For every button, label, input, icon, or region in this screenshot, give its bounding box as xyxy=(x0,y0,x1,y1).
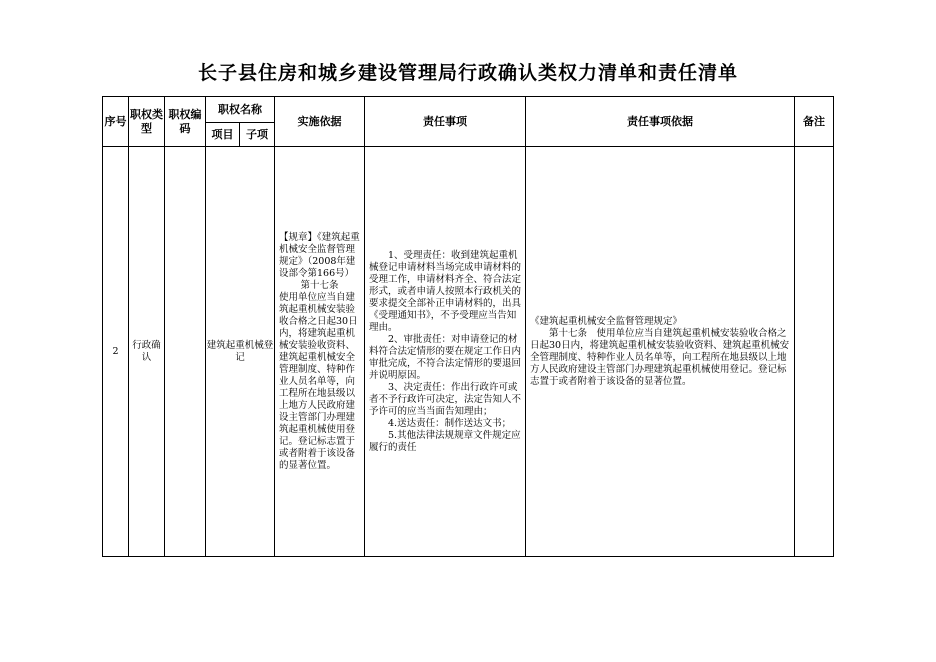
duty-item: 5.其他法律法规规章文件规定应履行的责任 xyxy=(369,429,521,453)
cell-duty xyxy=(365,147,526,557)
cell-code xyxy=(165,147,206,557)
duty-item: 3、决定责任：作出行政许可或者不予行政许可决定，法定告知人不予许可的应当当面告知理由； xyxy=(369,381,522,417)
header-basis: 实施依据 xyxy=(275,97,365,147)
basis-article: 第十七条 xyxy=(300,279,339,291)
duty-basis-title: 《建筑起重机械安全监督管理规定》 xyxy=(530,315,683,327)
cell-seq: 2 xyxy=(103,147,129,557)
header-duty-basis: 责任事项依据 xyxy=(526,97,795,147)
cell-duty-basis xyxy=(526,147,795,557)
cell-note xyxy=(795,147,834,557)
duty-item: 2、审批责任：对申请登记的材料符合法定情形的要在规定工作日内审批完成，不符合法定情形的要退回并说明原因。 xyxy=(369,333,522,381)
table-row xyxy=(103,147,834,557)
duty-item: 4.送达责任：制作送达文书； xyxy=(388,417,512,429)
duty-basis-text: 第十七条 使用单位应当自建筑起重机械安装验收合格之日起30日内，将建筑起重机械安装验收资料、建筑起重机械安全管理制度、特种作业人员名单等，向工程所在地县级以上地方人民政府建设主管部门办理建筑起重机械使用登记。登记标志置于或者附着于该设备的显著位置。 xyxy=(530,327,790,387)
header-item: 项目 xyxy=(206,123,240,147)
page-title: 长子县住房和城乡建设管理局行政确认类权力清单和责任清单 xyxy=(197,62,738,84)
authority-table xyxy=(102,96,834,557)
cell-basis xyxy=(275,147,365,557)
header-duty: 责任事项 xyxy=(365,97,526,147)
basis-text: 使用单位应当自建筑起重机械安装验收合格之日起30日内，将建筑起重机械安装验收资料、建筑起重机械安全管理制度、特种作业人员名单等，向工程所在地县级以上地方人民政府建设主管部门办理建筑起重机械使用登记。登记标志置于或者附着于该设备的显著位置。 xyxy=(279,291,358,471)
header-seq: 序号 xyxy=(103,97,129,147)
cell-item: 建筑起重机械登记 xyxy=(206,147,275,557)
basis-head: 【规章】《建筑起重机械安全监督管理规定》（2008年建设部令第166号） xyxy=(279,231,360,279)
header-name: 职权名称 xyxy=(206,97,275,123)
header-subitem: 子项 xyxy=(240,123,275,147)
header-code: 职权编码 xyxy=(165,97,206,147)
cell-type: 行政确认 xyxy=(129,147,165,557)
duty-item: 1、受理责任：收到建筑起重机械登记申请材料当场完成申请材料的受理工作，申请材料齐全、符合法定形式，或者申请人按照本行政机关的要求提交全部补正申请材料的，出具《受理通知书》，不予受理应当告知理由。 xyxy=(369,249,522,333)
header-note: 备注 xyxy=(795,97,834,147)
header-type: 职权类型 xyxy=(129,97,165,147)
